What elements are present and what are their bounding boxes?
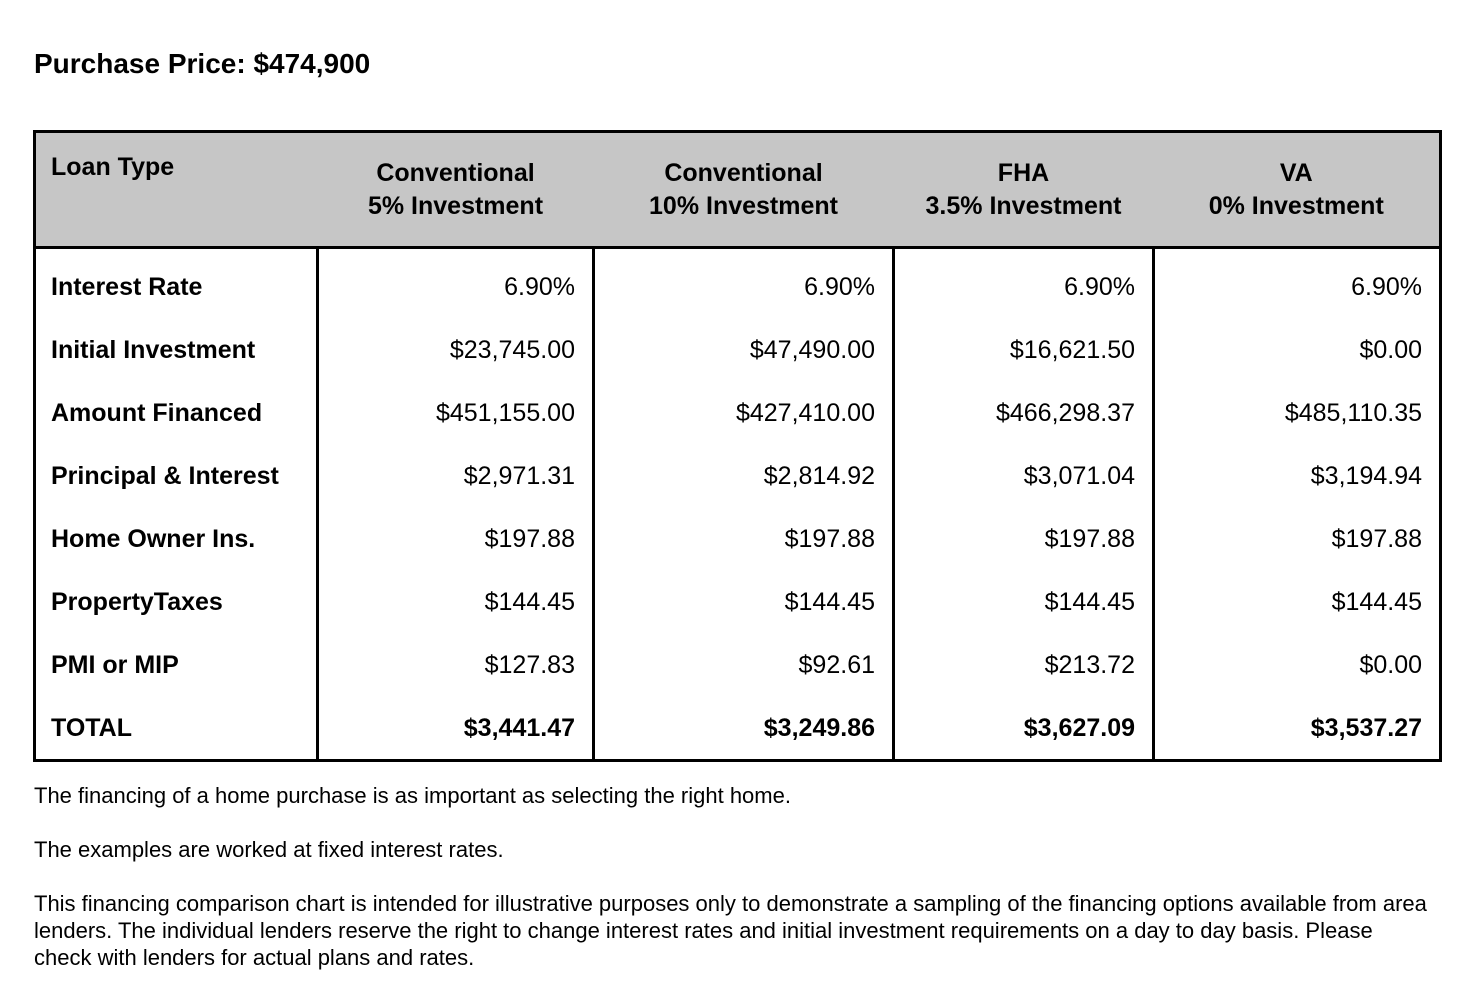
- table-cell: $3,627.09: [894, 696, 1154, 761]
- page-title: Purchase Price: $474,900: [34, 48, 371, 79]
- table-cell: 6.90%: [318, 248, 594, 319]
- header-row: [35, 132, 1441, 248]
- disclaimer-notes: [34, 782, 1434, 998]
- header-loan-type: Loan Type: [35, 132, 318, 248]
- table-row-total: [35, 696, 1441, 761]
- table-row-amount-financed: [35, 381, 1441, 444]
- header-line-1: VA: [1279, 158, 1313, 187]
- header-line-1: Conventional: [376, 158, 535, 187]
- header-line-2: 5% Investment: [367, 191, 544, 220]
- table-cell: $451,155.00: [318, 381, 594, 444]
- table-cell: $197.88: [894, 507, 1154, 570]
- table-cell: $3,194.94: [1154, 444, 1441, 507]
- note-paragraph: The financing of a home purchase is as important as selecting the right home.: [34, 783, 791, 808]
- note-paragraph: The examples are worked at fixed interest rates.: [34, 837, 504, 862]
- header-line-1: FHA: [997, 158, 1050, 187]
- table-row-initial-investment: [35, 318, 1441, 381]
- table-header: [35, 132, 1441, 248]
- table-row-principal-interest: [35, 444, 1441, 507]
- header-fha: [894, 132, 1154, 248]
- table-cell: $144.45: [894, 570, 1154, 633]
- header-line-2: 0% Investment: [1208, 191, 1384, 220]
- table-cell: $23,745.00: [318, 318, 594, 381]
- note-paragraph: This financing comparison chart is intended for illustrative purposes only to demonstrate a sampling of the financing options available from area lenders. The individual lenders reserve the right to change interest rates and initial investment requirements on a day to day basis. Please check with lenders for actual plans and rates.: [34, 891, 1427, 970]
- table-cell: $197.88: [594, 507, 894, 570]
- table-cell: 6.90%: [1154, 248, 1441, 319]
- table-row-property-taxes: [35, 570, 1441, 633]
- table-cell: $47,490.00: [594, 318, 894, 381]
- table-row-pmi-mip: [35, 633, 1441, 696]
- table-cell: $0.00: [1154, 318, 1441, 381]
- row-label: TOTAL: [35, 696, 318, 761]
- table-cell: $213.72: [894, 633, 1154, 696]
- header-line-1: Conventional: [664, 158, 823, 187]
- table-cell: $144.45: [1154, 570, 1441, 633]
- table-cell: $2,814.92: [594, 444, 894, 507]
- row-label: Amount Financed: [35, 381, 318, 444]
- row-label: PropertyTaxes: [35, 570, 318, 633]
- row-label: Home Owner Ins.: [35, 507, 318, 570]
- table-cell: $3,071.04: [894, 444, 1154, 507]
- header-conventional-5: [318, 132, 594, 248]
- loan-comparison-table: [33, 130, 1442, 762]
- row-label: Principal & Interest: [35, 444, 318, 507]
- table-cell: $144.45: [594, 570, 894, 633]
- table-row-home-owner-ins: [35, 507, 1441, 570]
- table-cell: $127.83: [318, 633, 594, 696]
- table-row-interest-rate: [35, 248, 1441, 319]
- table-cell: $197.88: [318, 507, 594, 570]
- table-cell: $466,298.37: [894, 381, 1154, 444]
- table-cell: $3,249.86: [594, 696, 894, 761]
- header-line-2: 3.5% Investment: [925, 191, 1122, 220]
- table-body: [35, 248, 1441, 761]
- row-label: Interest Rate: [35, 248, 318, 319]
- table-cell: $3,441.47: [318, 696, 594, 761]
- table-cell: $16,621.50: [894, 318, 1154, 381]
- row-label: PMI or MIP: [35, 633, 318, 696]
- table-cell: 6.90%: [894, 248, 1154, 319]
- table-cell: 6.90%: [594, 248, 894, 319]
- table-cell: $485,110.35: [1154, 381, 1441, 444]
- table-cell: $0.00: [1154, 633, 1441, 696]
- table-cell: $2,971.31: [318, 444, 594, 507]
- header-va: [1154, 132, 1441, 248]
- table-cell: $144.45: [318, 570, 594, 633]
- table-cell: $427,410.00: [594, 381, 894, 444]
- table-cell: $3,537.27: [1154, 696, 1441, 761]
- table-cell: $92.61: [594, 633, 894, 696]
- row-label: Initial Investment: [35, 318, 318, 381]
- header-conventional-10: [594, 132, 894, 248]
- header-line-2: 10% Investment: [649, 191, 838, 220]
- table-cell: $197.88: [1154, 507, 1441, 570]
